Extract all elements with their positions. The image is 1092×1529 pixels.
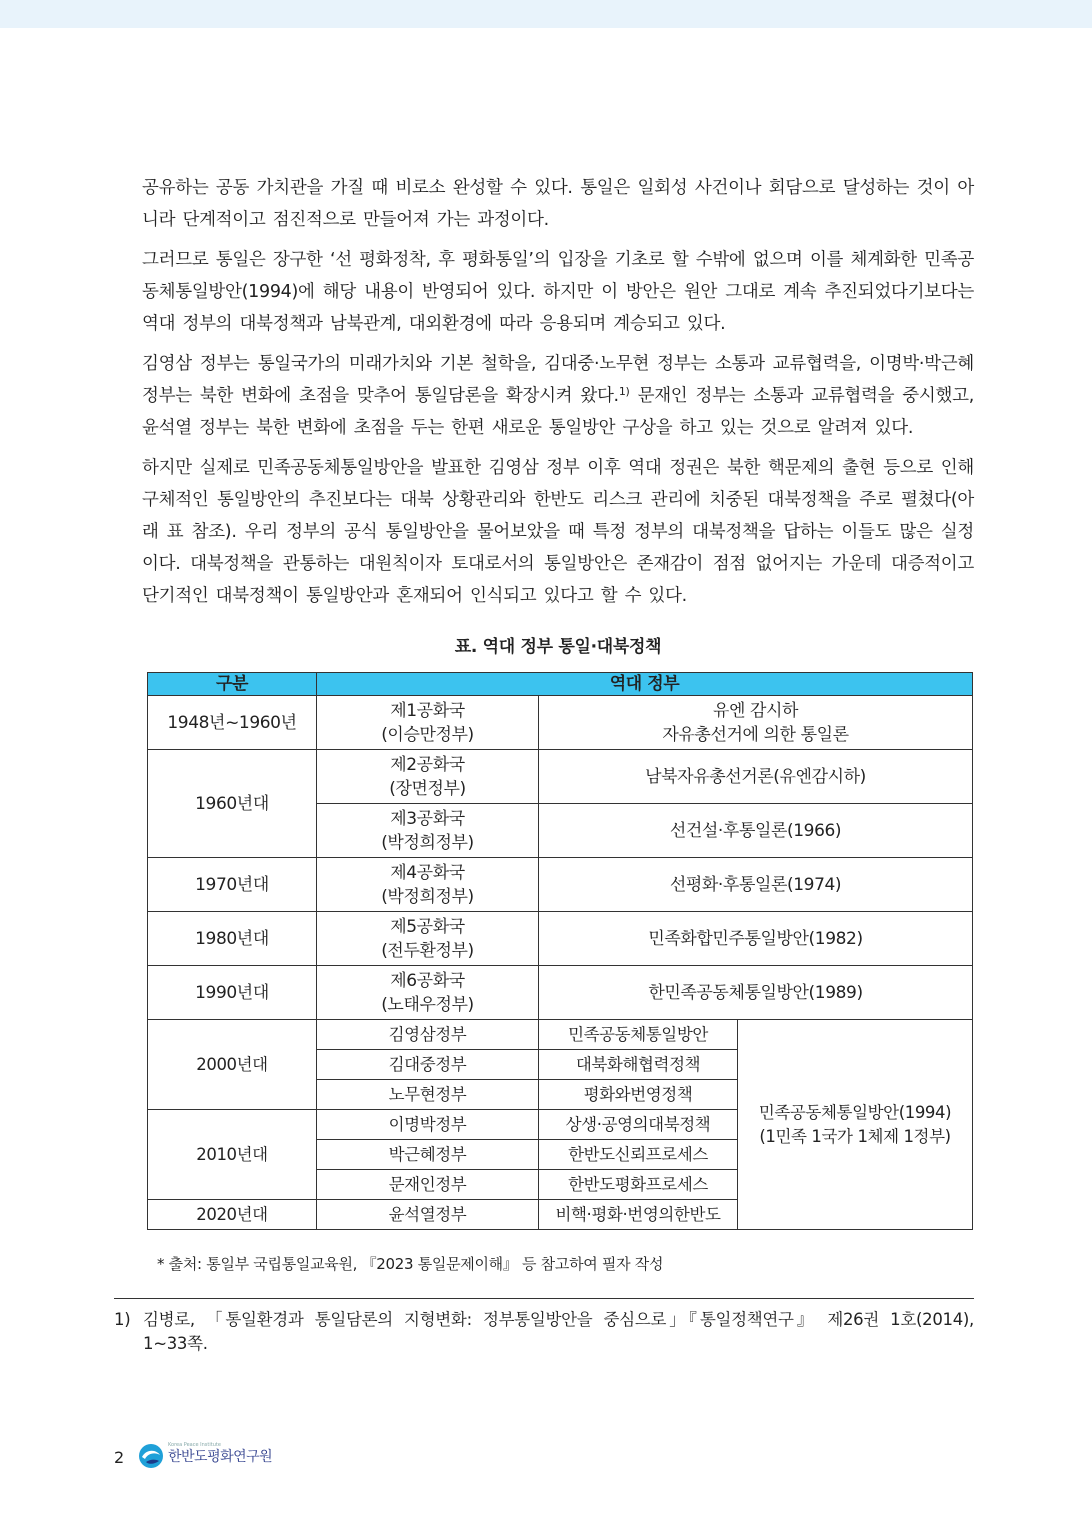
table-row <box>148 750 973 804</box>
policy-cell: 평화와번영정책 <box>539 1080 738 1110</box>
government-cell: 노무현정부 <box>317 1080 539 1110</box>
paragraph-4: 하지만 실제로 민족공동체통일방안을 발표한 김영삼 정부 이후 역대 정권은 북한 핵문제의 출현 등으로 인해 구체적인 통일방안의 추진보다는 대북 상황관리와 한반도 리스크 관리에 치중된 대북정책을 주로 펼쳤다(아래 표 참조). 우리 정부의 공식 통일방안을 물어보았을 때 특정 정부의 대북정책을 답하는 이들도 많은 실정이다. 대북정책을 관통하는 대원칙이자 토대로서의 통일방안은 존재감이 점점 없어지는 가운데 대증적이고 단기적인 대북정책이 통일방안과 혼재되어 인식되고 있다고 할 수 있다. <box>142 458 974 606</box>
policy-cell: 대북화해협력정책 <box>539 1050 738 1080</box>
period-cell: 1980년대 <box>148 912 317 966</box>
table-row <box>148 696 973 750</box>
government-cell: 윤석열정부 <box>317 1200 539 1230</box>
government-name: (박정희정부) <box>381 886 474 907</box>
republic-name: 제4공화국 <box>390 862 465 883</box>
government-cell: 김영삼정부 <box>317 1020 539 1050</box>
body-text <box>142 172 974 620</box>
policy-cell: 선건설·후통일론(1966) <box>539 804 973 858</box>
table-row <box>148 858 973 912</box>
policy-cell: 민족공동체통일방안 <box>539 1020 738 1050</box>
paragraph-3 <box>142 348 974 444</box>
footnote <box>114 1308 974 1356</box>
header-governments: 역대 정부 <box>317 673 973 696</box>
government-name: (박정희정부) <box>381 832 474 853</box>
government-cell: 문재인정부 <box>317 1170 539 1200</box>
table-source-note: * 출처: 통일부 국립통일교육원, 『2023 통일문제이해』 등 참고하여 필자 작성 <box>157 1255 664 1273</box>
policy-cell: 선평화·후통일론(1974) <box>539 858 973 912</box>
republic-cell <box>317 750 539 804</box>
government-cell: 김대중정부 <box>317 1050 539 1080</box>
period-cell: 1970년대 <box>148 858 317 912</box>
institute-logo <box>138 1443 272 1469</box>
government-name: (전두환정부) <box>381 940 474 961</box>
paragraph-1: 공유하는 공동 가치관을 가질 때 비로소 완성할 수 있다. 통일은 일회성 사건이나 회담으로 달성하는 것이 아니라 단계적이고 점진적으로 만들어져 가는 과정이다. <box>142 178 974 230</box>
unified-plan-cell <box>738 1020 973 1230</box>
policy-table <box>147 672 973 1230</box>
republic-cell <box>317 966 539 1020</box>
republic-name: 제3공화국 <box>390 808 465 829</box>
table-title: 표. 역대 정부 통일·대북정책 <box>454 637 662 657</box>
government-name: (장면정부) <box>389 778 466 799</box>
republic-name: 제2공화국 <box>390 754 465 775</box>
institute-logo-icon <box>138 1443 164 1469</box>
footnote-number: 1) <box>114 1310 131 1329</box>
period-cell: 2020년대 <box>148 1200 317 1230</box>
top-band <box>0 0 1092 28</box>
paragraph-3-text-cont: 문재인 정부는 소통과 교류협력을 중시했고, 윤석열 정부는 북한 변화에 초점을 두는 한편 새로운 통일방안 구상을 하고 있는 것으로 알려져 있다. <box>142 386 974 438</box>
institute-logo-text <box>168 1442 273 1466</box>
republic-cell <box>317 858 539 912</box>
footnote-text: 김병로, 「통일환경과 통일담론의 지형변화: 정부통일방안을 중심으로」『통일정책연구』 제26권 1호(2014), 1~33쪽. <box>143 1310 974 1353</box>
unified-plan-line-1: 민족공동체통일방안(1994) <box>758 1102 952 1122</box>
republic-name: 제6공화국 <box>390 970 465 991</box>
period-cell: 1990년대 <box>148 966 317 1020</box>
government-name: (노태우정부) <box>381 994 474 1015</box>
policy-cell: 남북자유총선거론(유엔감시하) <box>539 750 973 804</box>
republic-cell <box>317 804 539 858</box>
header-category: 구분 <box>148 673 317 696</box>
policy-cell <box>539 696 973 750</box>
government-name: (이승만정부) <box>381 724 474 745</box>
institute-logo-name: 한반도평화연구원 <box>168 1449 273 1465</box>
table-row <box>148 1020 973 1050</box>
republic-name: 제5공화국 <box>390 916 465 937</box>
paragraph-3-text: 김영삼 정부는 통일국가의 미래가치와 기본 철학을, 김대중·노무현 정부는 소통과 교류협력을, 이명박·박근혜 정부는 북한 변화에 초점을 맞추어 통일담론을 확장시켜 왔다. <box>142 354 974 406</box>
policy-cell: 비핵·평화·번영의한반도 <box>539 1200 738 1230</box>
unified-plan-line-2: (1민족 1국가 1체제 1정부) <box>759 1126 951 1146</box>
republic-cell <box>317 696 539 750</box>
republic-cell <box>317 912 539 966</box>
footnote-ref[interactable]: 1) <box>618 385 630 398</box>
period-cell: 2010년대 <box>148 1110 317 1200</box>
table-row <box>148 912 973 966</box>
policy-line-1: 유엔 감시하 <box>712 700 799 721</box>
footnote-divider <box>114 1298 974 1299</box>
government-cell: 박근혜정부 <box>317 1140 539 1170</box>
policy-line-2: 자유총선거에 의한 통일론 <box>662 724 849 745</box>
period-cell: 1948년~1960년 <box>148 696 317 750</box>
period-cell: 2000년대 <box>148 1020 317 1110</box>
policy-cell: 한반도신뢰프로세스 <box>539 1140 738 1170</box>
institute-logo-subtitle: Korea Peace Institute <box>168 1442 221 1448</box>
government-cell: 이명박정부 <box>317 1110 539 1140</box>
paragraph-2: 그러므로 통일은 장구한 ‘선 평화정착, 후 평화통일’의 입장을 기초로 할 수밖에 없으며 이를 체계화한 민족공동체통일방안(1994)에 해당 내용이 반영되어 있다. 하지만 이 방안은 원안 그대로 계속 추진되었다기보다는 역대 정부의 대북정책과 남북관계, 대외환경에 따라 응용되며 계승되고 있다. <box>142 250 974 334</box>
page-number: 2 <box>114 1448 125 1467</box>
table-row <box>148 966 973 1020</box>
republic-name: 제1공화국 <box>390 700 465 721</box>
policy-cell: 민족화합민주통일방안(1982) <box>539 912 973 966</box>
policy-cell: 한민족공동체통일방안(1989) <box>539 966 973 1020</box>
period-cell: 1960년대 <box>148 750 317 858</box>
table-header-row <box>148 673 973 696</box>
policy-cell: 상생·공영의대북정책 <box>539 1110 738 1140</box>
policy-cell: 한반도평화프로세스 <box>539 1170 738 1200</box>
